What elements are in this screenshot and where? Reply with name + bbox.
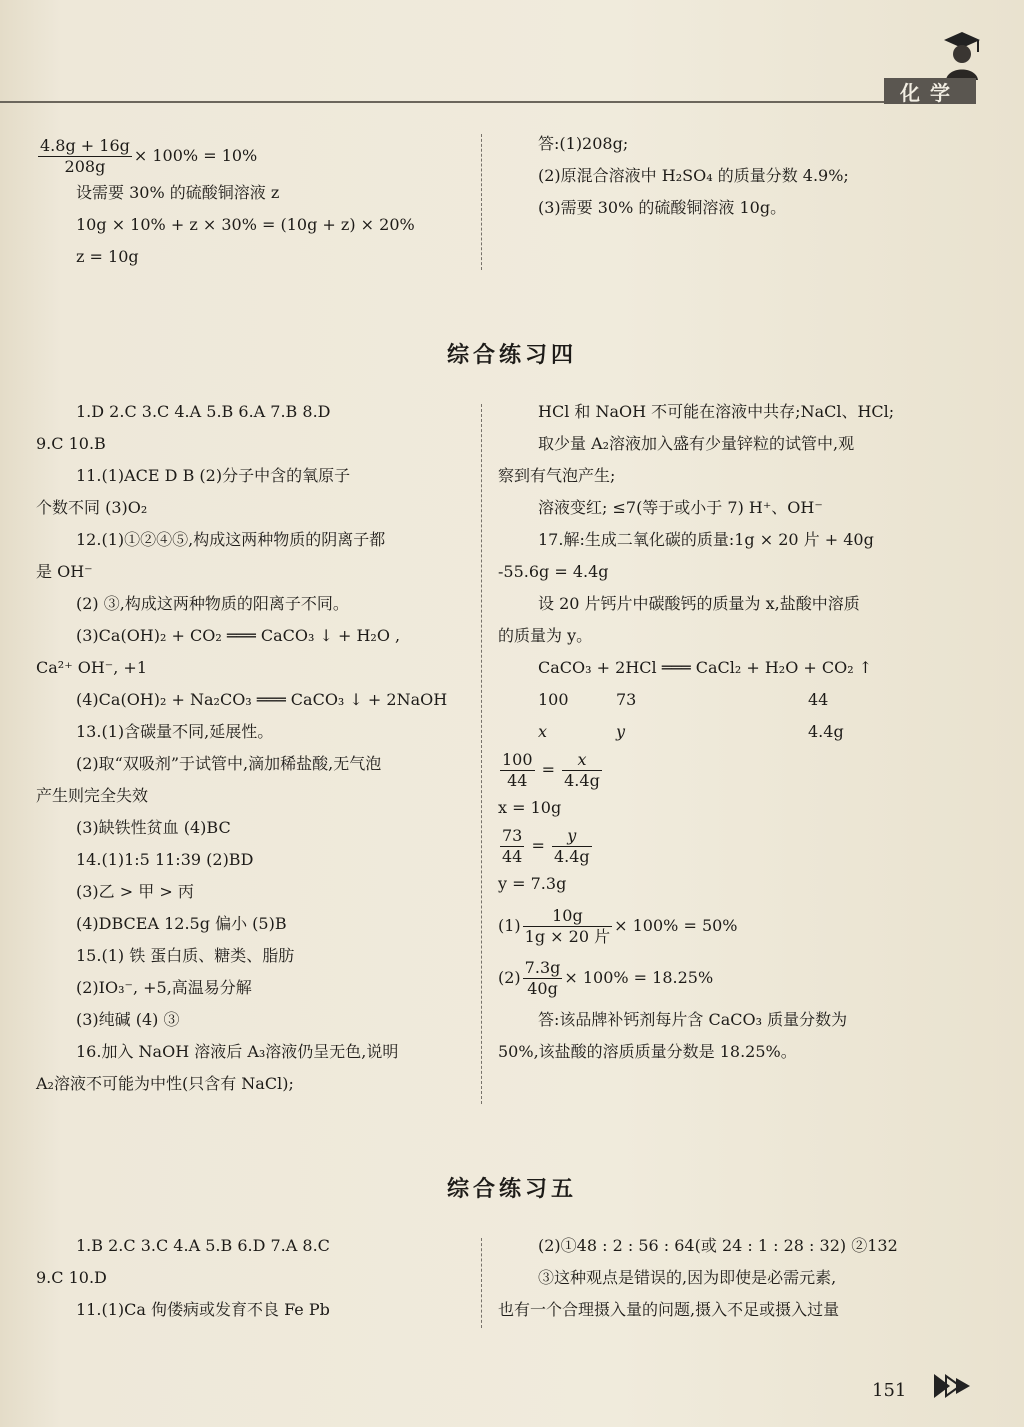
text-line: 9.C 10.B: [36, 434, 106, 453]
text-line: 个数不同 (3)O₂: [36, 498, 148, 517]
header-rule: [0, 101, 900, 103]
text-line: 12.(1)①②④⑤,构成这两种物质的阴离子都: [76, 530, 386, 549]
text-line: A₂溶液不可能为中性(只含有 NaCl);: [36, 1074, 294, 1093]
text-line: 14.(1)1:5 11:39 (2)BD: [76, 850, 254, 869]
next-page-arrow-icon: [934, 1372, 972, 1400]
percent-calc: (2) $\frac{7.3g}{40g}$ × 100% = 18.25%: [498, 958, 714, 998]
top-left-lines: [36, 177, 415, 273]
column-divider: [481, 134, 482, 270]
text-line: 也有一个合理摄入量的问题,摄入不足或摄入过量: [498, 1300, 840, 1319]
text-line: 1.D 2.C 3.C 4.A 5.B 6.A 7.B 8.D: [76, 402, 331, 421]
section5-right-column: [498, 1230, 938, 1326]
text-line: 产生则完全失效: [36, 786, 149, 805]
top-left-column: $\frac{4.8g + 16g}{208g}$ × 100% = 10% 设需要 30% 的硫酸铜溶液 z 10g × 10% + z × 30% = (10g + z) × 20% z = 10g: [36, 136, 415, 273]
text-line: (3)乙 > 甲 > 丙: [76, 882, 194, 901]
answer-line: 50%,该盐酸的溶质质量分数是 18.25%。: [498, 1042, 797, 1061]
text-line: 13.(1)含碳量不同,延展性。: [76, 722, 274, 741]
page-number: 151: [872, 1380, 907, 1401]
section5-left-column: [36, 1230, 466, 1326]
section-title-5: 综合练习五: [446, 1177, 577, 1202]
column-divider: [481, 404, 482, 1104]
text-line: -55.6g = 4.4g: [498, 562, 609, 581]
text-line: CaCO₃ + 2HCl ═══ CaCl₂ + H₂O + CO₂ ↑: [538, 658, 873, 677]
top-right-lines: [498, 128, 849, 224]
text-line: 察到有气泡产生;: [498, 466, 616, 485]
text-line: 11.(1)Ca 佝偻病或发育不良 Fe Pb: [76, 1300, 330, 1319]
proportion-equation: $\frac{73}{44}$ = $\frac{y}{4.4g}$: [502, 826, 590, 866]
text-line: HCl 和 NaOH 不可能在溶液中共存;NaCl、HCl;: [538, 402, 895, 421]
text-line: 15.(1) 铁 蛋白质、糖类、脂肪: [76, 946, 295, 965]
text-line: 9.C 10.D: [36, 1268, 107, 1287]
text-line: (2) ③,构成这两种物质的阳离子不同。: [76, 594, 349, 613]
text-line: 设需要 30% 的硫酸铜溶液 z: [76, 183, 280, 202]
result-line: x = 10g: [498, 798, 562, 817]
text-line: (2)①48 : 2 : 56 : 64(或 24 : 1 : 28 : 32) ②132: [538, 1236, 898, 1255]
text-line: Ca²⁺ OH⁻, +1: [36, 658, 147, 677]
text-line: (3)缺铁性贫血 (4)BC: [76, 818, 231, 837]
text-line: 10g × 10% + z × 30% = (10g + z) × 20%: [76, 215, 415, 234]
text-line: 取少量 A₂溶液加入盛有少量锌粒的试管中,观: [538, 434, 855, 453]
answer-line: 答:该品牌补钙剂每片含 CaCO₃ 质量分数为: [538, 1010, 848, 1029]
text-line: (2)原混合溶液中 H₂SO₄ 的质量分数 4.9%;: [538, 166, 849, 185]
text-line: (3)Ca(OH)₂ + CO₂ ═══ CaCO₃ ↓ + H₂O ,: [76, 626, 401, 645]
mass-row: x y 4.4g: [538, 722, 844, 741]
text-line: 答:(1)208g;: [538, 134, 629, 153]
text-line: 16.加入 NaOH 溶液后 A₃溶液仍呈无色,说明: [76, 1042, 399, 1061]
mass-row: 100 73 44: [538, 690, 829, 709]
text-line: (3)纯碱 (4) ③: [76, 1010, 180, 1029]
text-line: (4)DBCEA 12.5g 偏小 (5)B: [76, 914, 287, 933]
text-line: 1.B 2.C 3.C 4.A 5.B 6.D 7.A 8.C: [76, 1236, 330, 1255]
text-line: (2)取“双吸剂”于试管中,滴加稀盐酸,无气泡: [76, 754, 382, 773]
subject-badge: 化学: [884, 78, 976, 104]
column-divider: [481, 1238, 482, 1328]
top-right-column: [498, 128, 849, 224]
text-line: ③这种观点是错误的,因为即使是必需元素,: [538, 1268, 837, 1287]
percent-calc: (1) $\frac{10g}{\text{1g × 20 片}}$ × 100% = 50%: [498, 906, 738, 946]
text-line: 11.(1)ACE D B (2)分子中含的氧原子: [76, 466, 351, 485]
text-line: 是 OH⁻: [36, 562, 93, 581]
text-line: 17.解:生成二氧化碳的质量:1g × 20 片 + 40g: [538, 530, 874, 549]
text-line: 的质量为 y。: [498, 626, 593, 645]
text-line: (4)Ca(OH)₂ + Na₂CO₃ ═══ CaCO₃ ↓ + 2NaOH: [76, 690, 448, 709]
section4-left-column: [36, 396, 466, 1100]
text-line: (3)需要 30% 的硫酸铜溶液 10g。: [538, 198, 787, 217]
result-line: y = 7.3g: [498, 874, 567, 893]
graduation-cap-icon: [940, 28, 984, 80]
section4-right-column: [498, 396, 938, 1068]
text-line: 设 20 片钙片中碳酸钙的质量为 x,盐酸中溶质: [538, 594, 860, 613]
text-line: z = 10g: [76, 247, 139, 266]
text-line: (2)IO₃⁻, +5,高温易分解: [76, 978, 252, 997]
section-title-4: 综合练习四: [446, 343, 577, 368]
fraction: $\frac{4.8g + 16g}{208g}$: [40, 136, 130, 176]
text-line: 溶液变红; ≤7(等于或小于 7) H⁺、OH⁻: [538, 498, 823, 517]
proportion-equation: $\frac{100}{44}$ = $\frac{x}{4.4g}$: [502, 750, 600, 790]
